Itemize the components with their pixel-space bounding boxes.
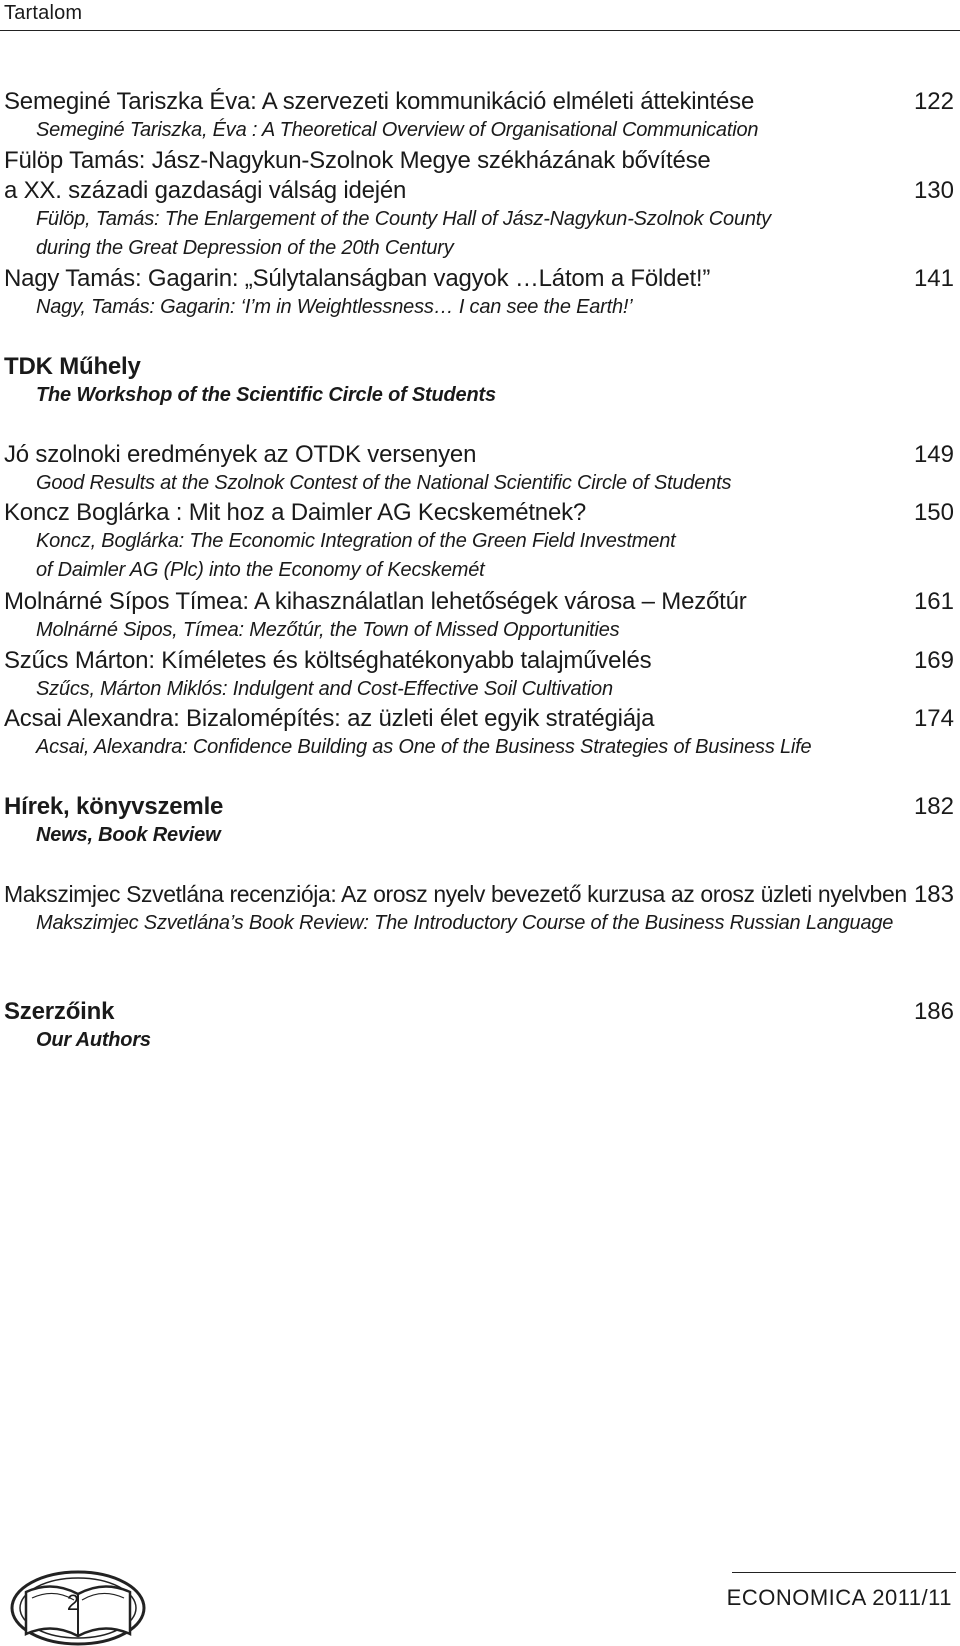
toc-entry-title[interactable]: Makszimjec Szvetlána recenziója: Az orosz nyelv bevezető kurzusa az orosz üzleti nyelvben bbox=[4, 881, 907, 907]
toc-entry-subtitle: Nagy, Tamás: Gagarin: ‘I’m in Weightlessness… I can see the Earth!’ bbox=[36, 296, 633, 318]
journal-name: ECONOMICA 2011/11 bbox=[726, 1585, 952, 1610]
section-heading[interactable]: TDK Műhely bbox=[4, 353, 141, 380]
toc-entry-title-cont[interactable]: a XX. századi gazdasági válság idején bbox=[4, 177, 407, 204]
toc-page-number: 174 bbox=[913, 705, 954, 732]
toc-page-number: 149 bbox=[913, 441, 954, 468]
toc-entry-subtitle: Molnárné Sipos, Tímea: Mezőtúr, the Town of Missed Opportunities bbox=[36, 619, 620, 641]
toc-entry-title[interactable]: Fülöp Tamás: Jász-Nagykun-Szolnok Megye székházának bővítése bbox=[4, 147, 711, 174]
section-heading[interactable]: Szerzőink bbox=[4, 998, 115, 1025]
toc-page-number: 183 bbox=[913, 881, 954, 908]
footer-page-number: 2 bbox=[66, 1590, 80, 1615]
toc-page-number: 141 bbox=[913, 265, 954, 292]
toc-entry-subtitle: Acsai, Alexandra: Confidence Building as One of the Business Strategies of Business Life bbox=[36, 736, 812, 758]
toc-entry-title[interactable]: Koncz Boglárka : Mit hoz a Daimler AG Kecskemétnek? bbox=[4, 499, 587, 526]
section-subheading: News, Book Review bbox=[36, 824, 221, 846]
toc-entry-subtitle: Good Results at the Szolnok Contest of the National Scientific Circle of Students bbox=[36, 472, 732, 494]
toc-entry-subtitle: Szűcs, Márton Miklós: Indulgent and Cost-Effective Soil Cultivation bbox=[36, 678, 613, 700]
toc-entry-title[interactable]: Szűcs Márton: Kíméletes és költséghatékonyabb talajművelés bbox=[4, 647, 652, 674]
header-divider bbox=[0, 30, 960, 31]
toc-entry-title[interactable]: Molnárné Sípos Tímea: A kihasználatlan lehetőségek városa – Mezőtúr bbox=[4, 588, 747, 615]
section-subheading: Our Authors bbox=[36, 1029, 151, 1051]
footer-divider bbox=[732, 1572, 956, 1573]
toc-page-number: 130 bbox=[913, 177, 954, 204]
toc-entry-subtitle-cont: of Daimler AG (Plc) into the Economy of Kecskemét bbox=[36, 559, 485, 581]
toc-entry-title[interactable]: Jó szolnoki eredmények az OTDK versenyen bbox=[4, 441, 477, 468]
toc-entry-title[interactable]: Acsai Alexandra: Bizalomépítés: az üzleti élet egyik stratégiája bbox=[4, 705, 655, 732]
toc-page-number: 182 bbox=[913, 793, 954, 820]
toc-entry-subtitle: Makszimjec Szvetlána’s Book Review: The Introductory Course of the Business Russian Language bbox=[36, 912, 894, 934]
toc-page-number: 169 bbox=[913, 647, 954, 674]
toc-page-number: 186 bbox=[913, 998, 954, 1025]
page-title: Tartalom bbox=[4, 2, 83, 24]
section-heading[interactable]: Hírek, könyvszemle bbox=[4, 793, 224, 820]
toc-entry-subtitle: Fülöp, Tamás: The Enlargement of the County Hall of Jász-Nagykun-Szolnok County bbox=[36, 208, 771, 230]
toc-entry-subtitle: Semeginé Tariszka, Éva : A Theoretical Overview of Organisational Communication bbox=[36, 119, 759, 141]
toc-entry-subtitle: Koncz, Boglárka: The Economic Integration of the Green Field Investment bbox=[36, 530, 676, 552]
toc-page-number: 122 bbox=[913, 88, 954, 115]
toc-entry-title[interactable]: Semeginé Tariszka Éva: A szervezeti kommunikáció elméleti áttekintése bbox=[4, 88, 755, 115]
toc-page-number: 161 bbox=[913, 588, 954, 615]
toc-entry-subtitle-cont: during the Great Depression of the 20th Century bbox=[36, 237, 454, 259]
toc-entry-title[interactable]: Nagy Tamás: Gagarin: „Súlytalanságban vagyok …Látom a Földet!” bbox=[4, 265, 711, 292]
toc-page-number: 150 bbox=[913, 499, 954, 526]
section-subheading: The Workshop of the Scientific Circle of Students bbox=[36, 384, 496, 406]
